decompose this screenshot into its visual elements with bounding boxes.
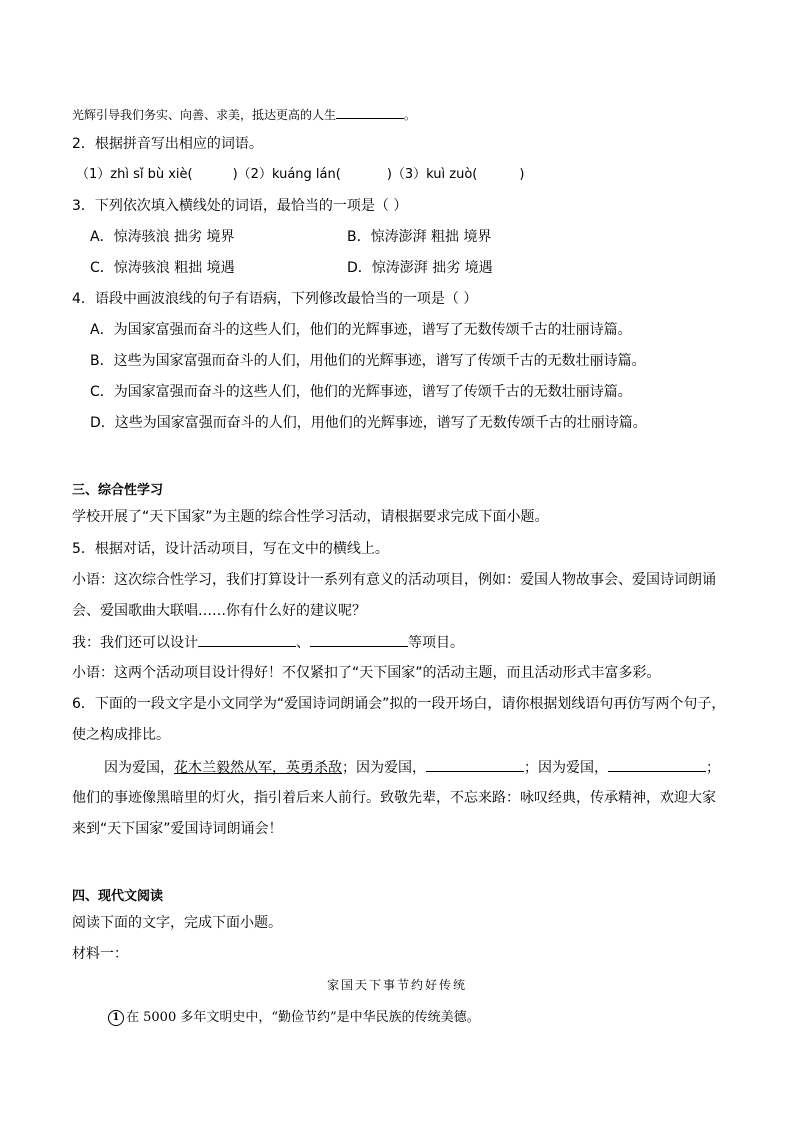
circled-number-icon: 1 bbox=[108, 1010, 124, 1026]
imitation-blank-1[interactable] bbox=[426, 757, 524, 772]
answer-blank[interactable] bbox=[336, 104, 404, 119]
section3-heading: 三、综合性学习 bbox=[72, 483, 164, 498]
q5-title: 5．根据对话，设计活动项目，写在文中的横线上。 bbox=[72, 541, 389, 557]
q3-option-d[interactable]: D．惊涛澎湃 拙劣 境遇 bbox=[347, 260, 493, 276]
activity-blank-1[interactable] bbox=[198, 632, 296, 647]
me-line-sep: 、 bbox=[296, 635, 310, 651]
q3-option-a[interactable]: A．惊涛骇浪 拙劣 境界 bbox=[90, 229, 235, 245]
paragraph-line-1 bbox=[104, 757, 720, 778]
section3-intro: 学校开展了“天下国家”为主题的综合性学习活动，请根据要求完成下面小题。 bbox=[72, 509, 549, 525]
top-line bbox=[72, 104, 416, 125]
underlined-sentence: 花木兰毅然从军，英勇杀敌 bbox=[174, 760, 342, 776]
q2-item-3: )（3）kuì zuò( bbox=[386, 167, 478, 182]
q2-item-4: ) bbox=[519, 167, 525, 182]
q6-title-a: 6．下面的一段文字是小文同学为“爱国诗词朗诵会”拟的一段开场白，请你根据划线语句再仿写两个句子， bbox=[72, 696, 726, 712]
xiaoyu-line-1b: 会、爱国歌曲大联唱……你有什么好的建议呢？ bbox=[72, 603, 366, 619]
imitation-blank-2[interactable] bbox=[608, 757, 706, 772]
q4-option-c[interactable]: C．为国家富强而奋斗的这些人们，他们的光辉事迹，谱写了传颂千古的无数壮丽诗篇。 bbox=[90, 384, 632, 400]
xiaoyu-line-1a: 小语：这次综合性学习，我们打算设计一系列有意义的活动项目，例如：爱国人物故事会、爱国诗词朗诵 bbox=[72, 572, 716, 588]
q2-item-1: （1）zhì sǐ bù xiè( bbox=[76, 167, 193, 182]
me-line-start: 我：我们还可以设计 bbox=[72, 635, 198, 651]
me-line bbox=[72, 632, 464, 653]
q3-option-c[interactable]: C．惊涛骇浪 粗拙 境遇 bbox=[90, 260, 235, 276]
xiaoyu-line-2: 小语：这两个活动项目设计得好！不仅紧扣了“天下国家”的活动主题，而且活动形式丰富多彩。 bbox=[72, 665, 661, 681]
q4-title: 4．语段中画波浪线的句子有语病，下列修改最恰当的一项是（ ） bbox=[72, 291, 478, 307]
q6-title-b: 使之构成排比。 bbox=[72, 727, 170, 743]
top-line-end: 。 bbox=[404, 108, 417, 122]
activity-blank-2[interactable] bbox=[310, 632, 408, 647]
q2-items bbox=[76, 165, 524, 185]
q3-option-b[interactable]: B．惊涛澎湃 粗拙 境界 bbox=[347, 229, 492, 245]
para-part-4: ； bbox=[706, 760, 720, 776]
paragraph-1-text: 在 5000 多年文明史中，“勤俭节约”是中华民族的传统美德。 bbox=[126, 1010, 480, 1025]
me-line-end: 等项目。 bbox=[408, 635, 464, 651]
top-line-text: 光辉引导我们务实、向善、求美，抵达更高的人生 bbox=[72, 108, 337, 122]
paragraph-line-3: 来到“天下国家”爱国诗词朗诵会！ bbox=[72, 821, 283, 837]
paragraph-line-2: 他们的事迹像黑暗里的灯火，指引着后来人前行。致敬先辈，不忘来路：咏叹经典，传承精神，欢迎大家 bbox=[72, 790, 716, 806]
article-title: 家国天下事节约好传统 bbox=[326, 978, 467, 992]
q2-title: 2．根据拼音写出相应的词语。 bbox=[72, 136, 263, 152]
para-part-1: 因为爱国， bbox=[104, 760, 174, 776]
section4-intro: 阅读下面的文字，完成下面小题。 bbox=[72, 915, 282, 931]
article-paragraph-1 bbox=[108, 1008, 480, 1028]
para-part-3: ；因为爱国， bbox=[524, 760, 608, 776]
q4-option-b[interactable]: B．这些为国家富强而奋斗的人们，用他们的光辉事迹，谱写了传颂千古的无数壮丽诗篇。 bbox=[90, 353, 646, 369]
q4-option-a[interactable]: A．为国家富强而奋斗的这些人们，他们的光辉事迹，谱写了无数传颂千古的壮丽诗篇。 bbox=[90, 322, 632, 338]
section4-heading: 四、现代文阅读 bbox=[72, 889, 164, 904]
q3-title: 3．下列依次填入横线处的词语，最恰当的一项是（ ） bbox=[72, 198, 408, 214]
q4-option-d[interactable]: D．这些为国家富强而奋斗的人们，用他们的光辉事迹，谱写了无数传颂千古的壮丽诗篇。 bbox=[90, 415, 647, 431]
q2-item-2: )（2）kuáng lán( bbox=[232, 167, 341, 182]
para-part-2: ；因为爱国， bbox=[342, 760, 426, 776]
material-label: 材料一： bbox=[72, 946, 128, 962]
